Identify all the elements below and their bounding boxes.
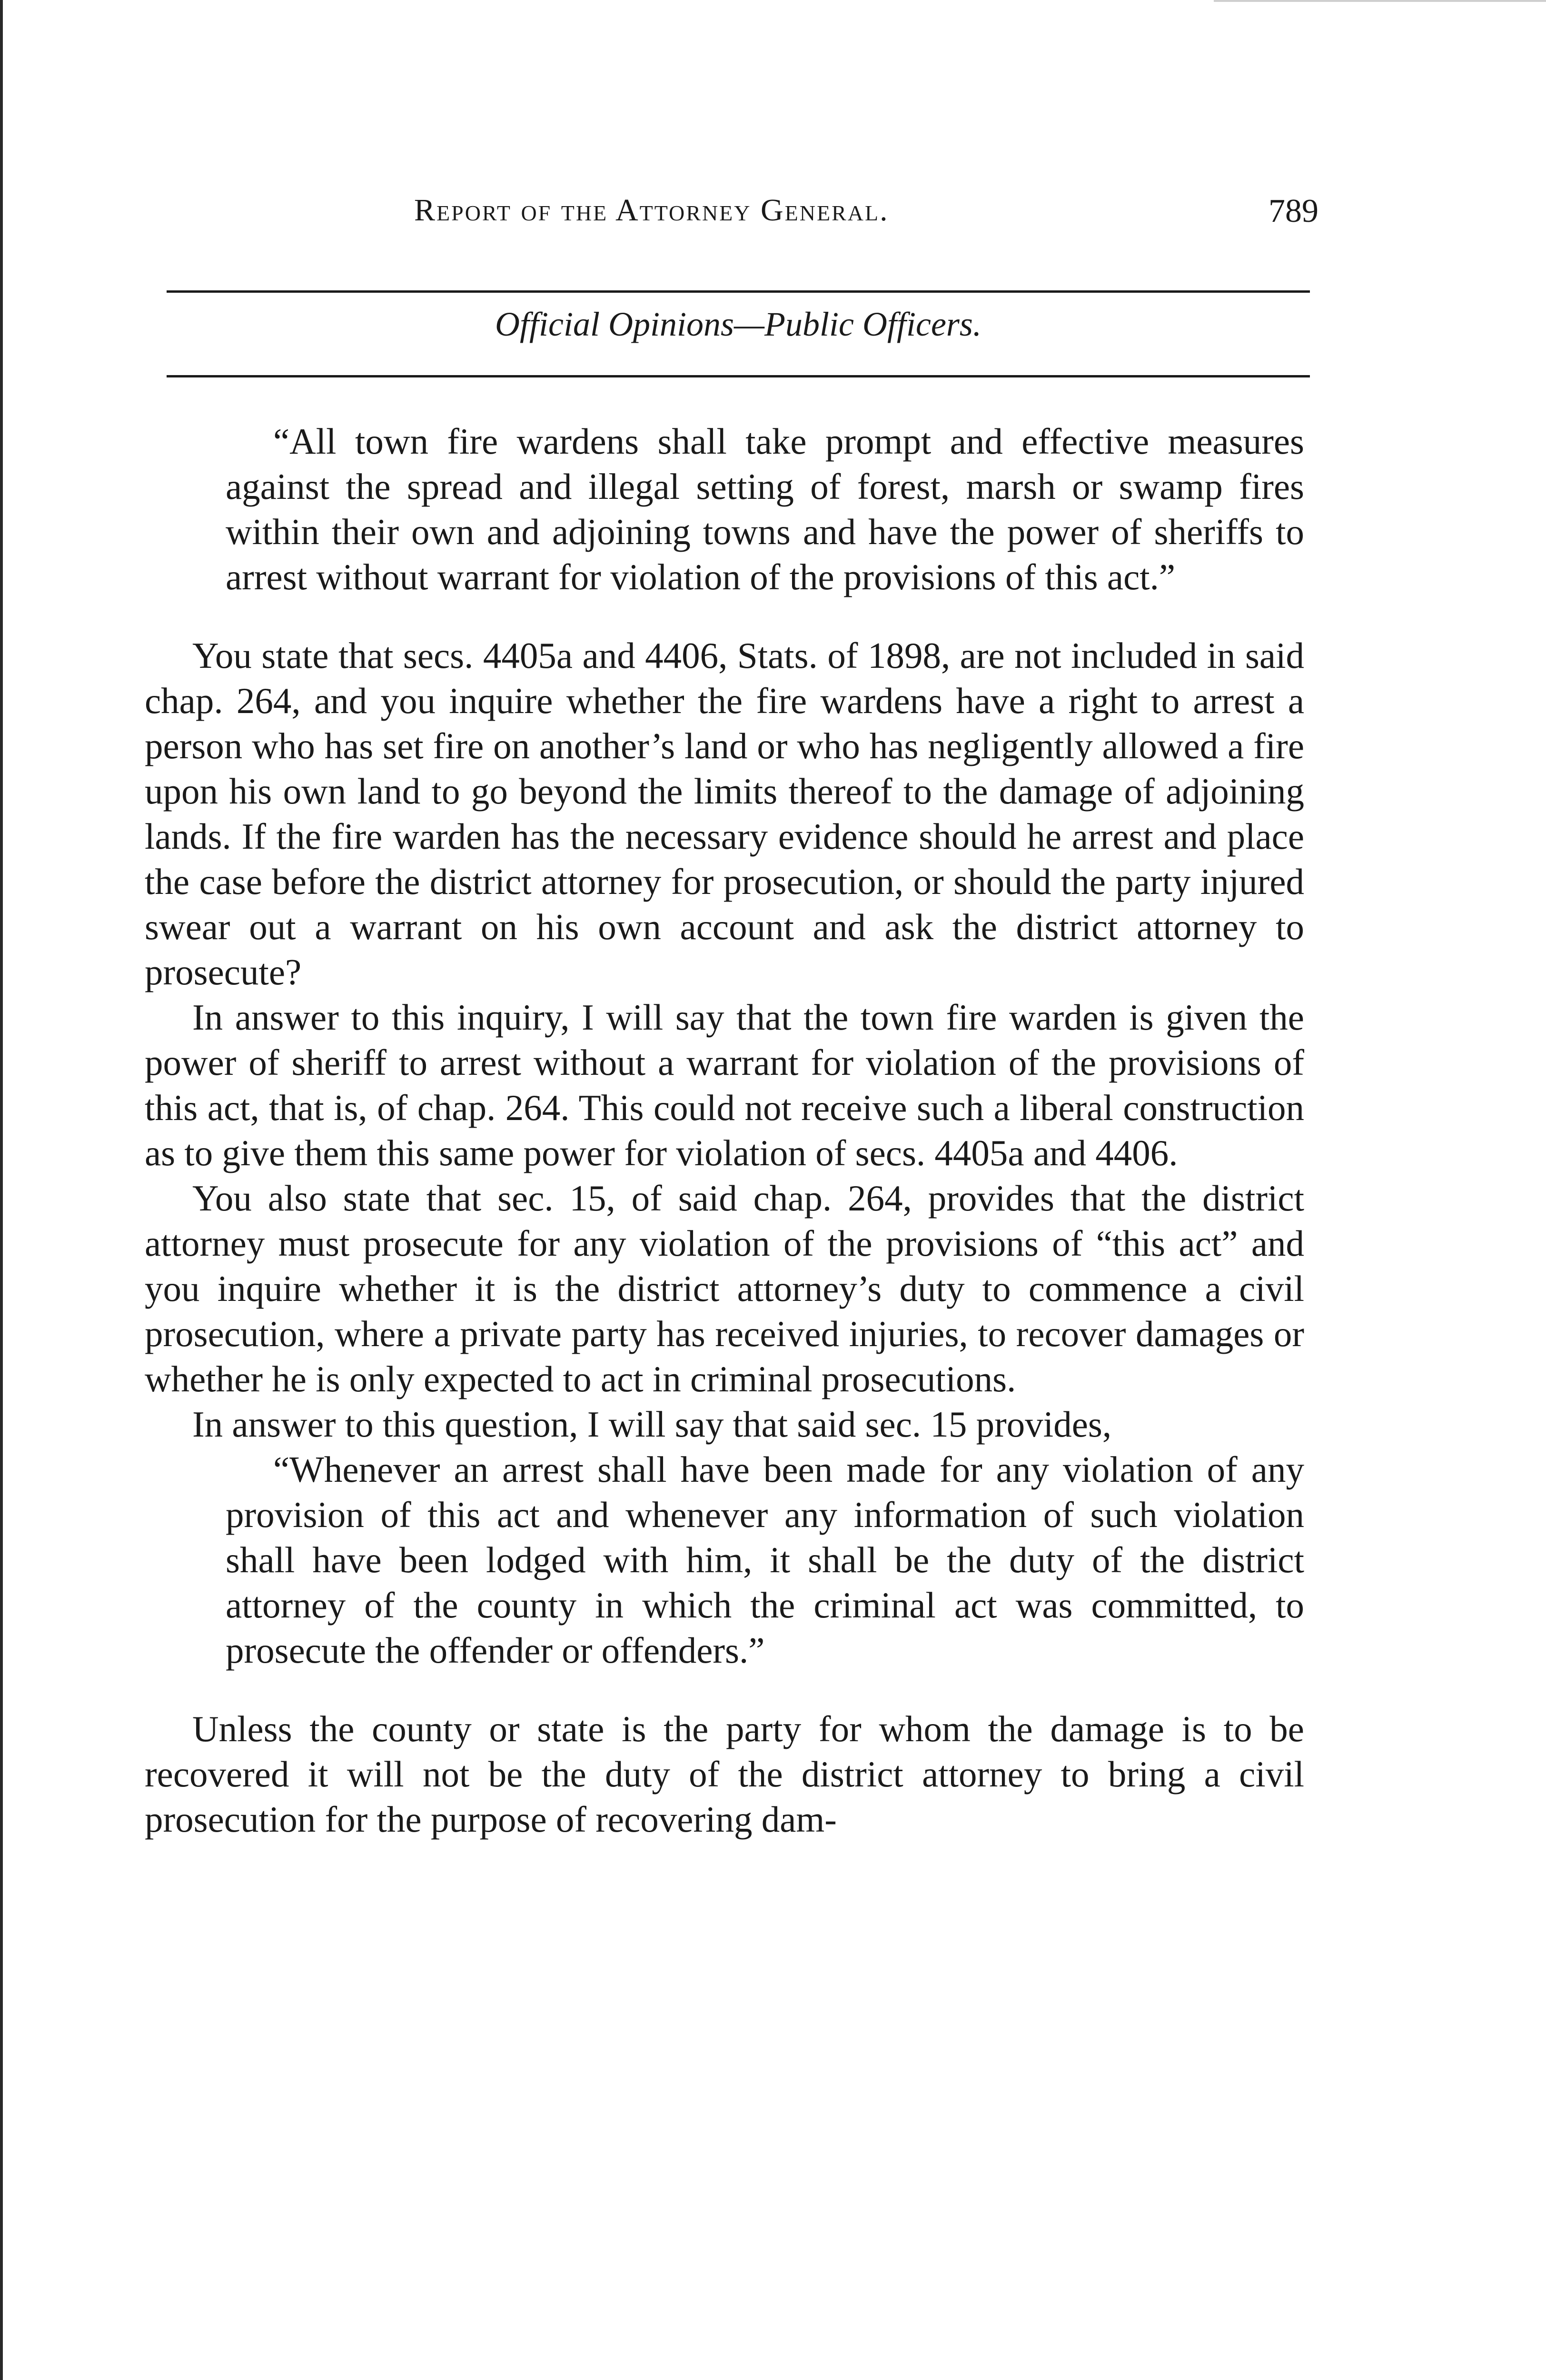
quote-paragraph: “Whenever an arrest shall have been made for any violation of any provision of this act and whenever any information of such violation shall have been lodged with him, it shall be the duty of the district attorney of the county in which the criminal act was committed, to prosecute the offender or offenders.” xyxy=(226,1449,1304,1671)
running-head: Report of the Attorney General. xyxy=(414,193,889,228)
top-rule xyxy=(167,290,1310,293)
paragraph-inquiry-prosecution: You also state that sec. 15, of said chap. 264, provides that the district attorney must prosecute for any violation of the provisions of “this act” and you inquire whether it is the district attorney’s duty to commence a civil prosecution, where a private party has received injuries, to recover damages or whether he is only expected to act in criminal prosecutions. xyxy=(145,1178,1304,1399)
quote-paragraph: “All town fire wardens shall take prompt and effective measures against the spread and illegal setting of forest, marsh or swamp fires within their own and adjoining towns and have the power of sheriffs to arrest without warrant for violation of the provisions of this act.” xyxy=(226,421,1304,597)
paragraph-answer-intro: In answer to this question, I will say that said sec. 15 provides, xyxy=(192,1404,1112,1445)
bottom-rule xyxy=(167,375,1310,377)
scan-top-edge xyxy=(1214,0,1546,2)
page-number: 789 xyxy=(1269,193,1318,229)
paragraph-answer-arrest: In answer to this inquiry, I will say that the town fire warden is given the power of sheriff to arrest without a warrant for violation of the provisions of this act, that is, of chap. 264. This could not receive such a liberal construction as to give them this same power for violation of secs. 4405a and 4406. xyxy=(145,997,1304,1173)
statute-quote-district-attorney xyxy=(145,1447,1304,1673)
page-body xyxy=(145,419,1304,1842)
statute-quote-fire-wardens xyxy=(145,419,1304,600)
paragraph-conclusion: Unless the county or state is the party for whom the damage is to be recovered it will not be the duty of the district attorney to bring a civil prosecution for the purpose of recovering dam- xyxy=(145,1708,1304,1840)
section-title: Official Opinions—Public Officers. xyxy=(495,305,981,343)
scan-edge xyxy=(0,0,3,2380)
page-header xyxy=(414,192,1318,249)
paragraph-inquiry-arrest: You state that secs. 4405a and 4406, Stats. of 1898, are not included in said chap. 264, and you inquire whether the fire wardens have a right to arrest a person who has set fire on another’s land or who has negligently allowed a fire upon his own land to go beyond the limits thereof to the damage of adjoining lands. If the fire warden has the necessary evidence should he arrest and place the case before the district attorney for prosecution, or should the party injured swear out a warrant on his own account and ask the district attorney to prosecute? xyxy=(145,635,1304,992)
